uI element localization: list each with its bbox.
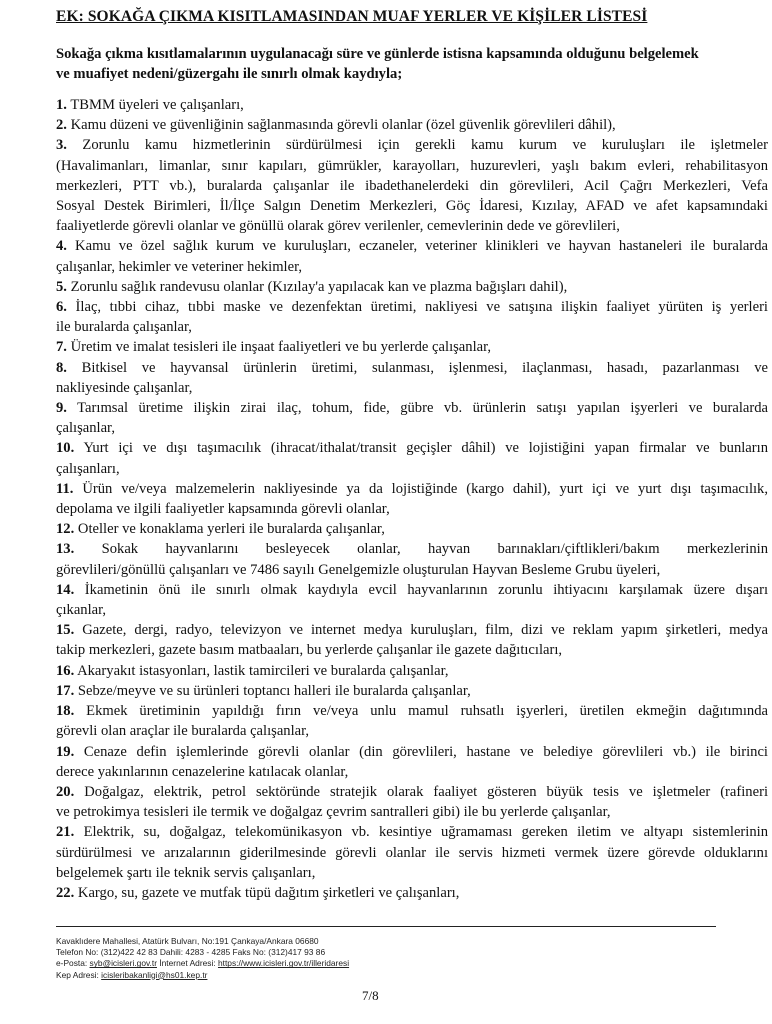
list-item-line — [56, 398, 768, 418]
list-item-number: 5. — [56, 278, 67, 295]
list-item — [56, 822, 768, 883]
list-item-text: Cenaze defin işlemlerinde görevli olanlar (din görevlileri, hastane ve belediye görevlileri vb.) ile birinci — [83, 743, 768, 760]
list-item-number: 10. — [56, 440, 75, 457]
email-link[interactable]: syb@icisleri.gov.tr — [89, 958, 157, 969]
list-item-text: Oteller ve konaklama yerleri ile buralarda çalışanlar, — [77, 521, 385, 538]
list-item-number: 8. — [56, 359, 67, 376]
list-item-text: Üretim ve imalat tesisleri ile inşaat faaliyetleri ve bu yerlerde çalışanlar, — [70, 339, 492, 356]
list-item-text: Sokak hayvanlarını besleyecek olanlar, hayvan barınakları/çiftlikleri/bakım merkezlerinin — [101, 541, 768, 558]
list-item-line — [56, 236, 768, 256]
list-item-text: Gazete, dergi, radyo, televizyon ve internet medya kuruluşları, film, dizi ve reklam yapım şirketleri, medya — [82, 622, 769, 639]
list-item-text: Ürün ve/veya malzemelerin nakliyesinde ya da lojistiğinde (kargo dahil), yurt içi ve yurt dışı taşımacılık, — [82, 480, 769, 497]
list-item-line — [56, 297, 768, 317]
list-item-text: (Havalimanları, limanlar, sınır kapıları, gümrükler, karayolları, huzurevleri, yaşlı bakım evleri, rehabilitasyon — [56, 157, 768, 174]
list-item-text: Ekmek üretiminin yapıldığı fırın ve/veya unlu mamul ruhsatlı işyerleri, üretilen ekmeğin dağıtımında — [86, 703, 768, 720]
list-item-line — [56, 95, 768, 115]
list-item-line — [56, 661, 768, 681]
list-item-line — [56, 257, 768, 277]
list-item-line — [56, 277, 768, 297]
page-number: 7/8 — [362, 988, 379, 1003]
list-item-text: belgelemek şartı ile teknik servis çalışanları, — [56, 864, 316, 881]
list-item-line — [56, 156, 768, 176]
list-item-line — [56, 176, 768, 196]
email-label: e-Posta: — [56, 958, 90, 969]
list-item-line — [56, 539, 768, 559]
kep-label: Kep Adresi: — [56, 969, 102, 980]
list-item-text: Doğalgaz, elektrik, petrol sektöründe stratejik olarak faaliyet gösteren büyük tesis ve işletmeler (rafineri — [84, 783, 768, 800]
list-item-number: 11. — [56, 480, 74, 497]
web-link[interactable]: https://www.icisleri.gov.tr/illeridaresi — [217, 958, 350, 969]
list-item-line — [56, 479, 768, 499]
list-item — [56, 883, 768, 903]
list-item-text: merkezleri, PTT vb.), buralarda çalışanlar ile ibadethanelerdeki din görevlileri, Acil Çağrı Merkezleri, Vefa — [56, 177, 768, 194]
list-item-line — [56, 438, 768, 458]
list-item-line — [56, 418, 768, 438]
list-item-number: 15. — [56, 622, 75, 639]
list-item-text: Zorunlu kamu hizmetlerinin sürdürülmesi için gerekli kamu kurum ve kuruluşları ile işletmeler — [82, 137, 768, 154]
list-item-text: sürdürülmesi ve arızalarının giderilmesinde görevli olanlar ile servis hizmeti vermek üzere görevde olduklarını — [56, 844, 768, 861]
list-item-text: derece yakınlarının cenazelerine katılacak olanlar, — [56, 763, 349, 780]
list-item-text: Elektrik, su, doğalgaz, telekomünikasyon vb. kesintiye uğramaması gereken iletim ve altyapı sistemlerinin — [83, 824, 768, 841]
list-item-text: Akaryakıt istasyonları, lastik tamircileri ve buralarda çalışanlar, — [77, 662, 449, 679]
list-item — [56, 398, 768, 438]
list-item-line — [56, 378, 768, 398]
list-item-line — [56, 802, 768, 822]
list-item-line — [56, 721, 768, 741]
list-item-line — [56, 883, 768, 903]
list-item-line — [56, 358, 768, 378]
list-item-text: İkametinin önü ile sınırlı olmak kaydıyla evcil hayvanlarının zorunlu ihtiyacını karşılamak üzere dışarı — [84, 581, 768, 598]
list-item-text: çalışanları, — [56, 460, 120, 477]
list-item-text: takip merkezleri, gazete basım matbaaları, bu yerlerde çalışanlar ile gazete dağıtıcıları, — [56, 642, 563, 659]
list-item-number: 20. — [56, 783, 75, 800]
list-item-text: Yurt içi ve dışı taşımacılık (ihracat/ithalat/transit geçişler dâhil) ve lojistiğini yapan firmalar ve bunların — [83, 440, 768, 457]
list-item-text: Tarımsal üretime ilişkin zirai ilaç, tohum, fide, gübre vb. ürünlerin satışı yapılan işyerleri ve buralarda — [77, 400, 769, 417]
list-item-text: görevlileri/gönüllü çalışanları ve 7486 sayılı Genelgemizle oluşturulan Hayvan Besleme Grubu üyeleri, — [56, 561, 661, 578]
list-item-number: 21. — [56, 824, 75, 841]
list-item-line — [56, 196, 768, 216]
list-item-line — [56, 519, 768, 539]
list-item-line — [56, 742, 768, 762]
list-item-text: çalışanlar, — [56, 420, 115, 437]
list-item-text: çalışanlar, hekimler ve veteriner hekimler, — [56, 258, 302, 275]
list-item-text: ile buralarda çalışanlar, — [56, 319, 192, 336]
list-item-number: 17. — [56, 682, 75, 699]
list-item — [56, 95, 768, 115]
list-item-number: 3. — [56, 137, 67, 154]
footer-divider — [56, 926, 716, 927]
list-item — [56, 135, 768, 236]
list-item-line — [56, 115, 768, 135]
list-item-number: 19. — [56, 743, 75, 760]
list-item-text: faaliyetlerde görevli olanlar ve gönüllü olarak görev verilenler, cemevlerinin dede ve görevlileri, — [56, 218, 620, 235]
kep-link[interactable]: icisleribakanligi@hs01.kep.tr — [101, 969, 208, 980]
list-item-line — [56, 459, 768, 479]
footer-email-web — [56, 958, 349, 969]
list-item — [56, 681, 768, 701]
list-item-line — [56, 701, 768, 721]
footer-phone: Telefon No: (312)422 42 83 Dahili: 4283 - 4285 Faks No: (312)417 93 86 — [56, 947, 326, 958]
list-item-text: Zorunlu sağlık randevusu olanlar (Kızılay'a yapılacak kan ve plazma bağışları dahil), — [70, 278, 568, 295]
list-item-line — [56, 640, 768, 660]
list-item — [56, 701, 768, 741]
list-item-line — [56, 822, 768, 842]
list-item — [56, 620, 768, 660]
list-item — [56, 358, 768, 398]
list-item-text: Bitkisel ve hayvansal ürünlerin üretimi, sulanması, işlenmesi, ilaçlanması, hasadı, pazarlanması ve — [81, 359, 769, 376]
intro-paragraph — [56, 44, 756, 84]
web-label: İnternet Adresi: — [156, 958, 218, 969]
list-item-line — [56, 863, 768, 883]
document-title: EK: SOKAĞA ÇIKMA KISITLAMASINDAN MUAF YERLER VE KİŞİLER LİSTESİ — [56, 8, 648, 25]
list-item-line — [56, 317, 768, 337]
list-item — [56, 782, 768, 822]
list-item-line — [56, 216, 768, 236]
list-item-line — [56, 843, 768, 863]
list-item-line — [56, 337, 768, 357]
list-item-text: çıkanlar, — [56, 602, 107, 619]
footer-contact — [56, 936, 349, 981]
list-item-number: 6. — [56, 299, 67, 316]
list-item-text: Sosyal Destek Birimleri, İl/İlçe Salgın Denetim Merkezleri, Göç İdaresi, Kızılay, AFAD ve afet kapsamındaki — [56, 198, 768, 215]
list-item — [56, 297, 768, 337]
list-item-number: 14. — [56, 581, 75, 598]
list-item-line — [56, 135, 768, 155]
footer-kep — [56, 970, 349, 981]
list-item-text: İlaç, tıbbi cihaz, tıbbi maske ve dezenfektan üretimi, nakliyesi ve satışına ilişkin faaliyet yürüten iş yerleri — [75, 299, 768, 316]
list-item-text: ve petrokimya tesisleri ile termik ve doğalgaz çevrim santralleri gibi) ile bu yerlerde çalışanlar, — [56, 804, 611, 821]
list-item — [56, 479, 768, 519]
list-item — [56, 742, 768, 782]
list-item-line — [56, 600, 768, 620]
list-item-number: 16. — [56, 662, 75, 679]
list-item — [56, 580, 768, 620]
list-item-number: 22. — [56, 884, 75, 901]
list-item — [56, 337, 768, 357]
exemption-list — [56, 95, 768, 903]
intro-line: ve muafiyet nedeni/güzergahı ile sınırlı olmak kaydıyla; — [56, 66, 403, 82]
list-item-line — [56, 560, 768, 580]
list-item-number: 18. — [56, 703, 75, 720]
list-item-text: Sebze/meyve ve su ürünleri toptancı halleri ile buralarda çalışanlar, — [77, 682, 471, 699]
list-item — [56, 438, 768, 478]
list-item-text: TBMM üyeleri ve çalışanları, — [70, 97, 244, 113]
list-item-number: 12. — [56, 521, 75, 538]
list-item — [56, 236, 768, 276]
list-item-number: 13. — [56, 541, 75, 558]
list-item-number: 7. — [56, 339, 67, 356]
list-item-line — [56, 620, 768, 640]
list-item — [56, 539, 768, 579]
intro-line: Sokağa çıkma kısıtlamalarının uygulanacağı süre ve günlerde istisna kapsamında olduğunu belgelemek — [56, 46, 699, 62]
list-item-text: Kamu ve özel sağlık kurum ve kuruluşları, eczaneler, veteriner klinikleri ve hayvan hastaneleri ile buralarda — [75, 238, 768, 255]
list-item-line — [56, 499, 768, 519]
list-item-line — [56, 762, 768, 782]
list-item-line — [56, 782, 768, 802]
footer-address: Kavaklıdere Mahallesi, Atatürk Bulvarı, No:191 Çankaya/Ankara 06680 — [56, 936, 319, 946]
list-item-text: Kamu düzeni ve güvenliğinin sağlanmasında görevli olanlar (özel güvenlik görevlileri dâhil), — [70, 117, 616, 134]
list-item-text: görevli olan araçlar ile buralarda çalışanlar, — [56, 723, 310, 740]
list-item-line — [56, 580, 768, 600]
list-item — [56, 115, 768, 135]
list-item-line — [56, 681, 768, 701]
list-item-text: Kargo, su, gazete ve mutfak tüpü dağıtım şirketleri ve çalışanları, — [77, 884, 460, 901]
list-item-text: nakliyesinde çalışanlar, — [56, 379, 193, 396]
list-item-number: 1. — [56, 97, 67, 113]
list-item — [56, 277, 768, 297]
list-item — [56, 661, 768, 681]
list-item-number: 4. — [56, 238, 67, 255]
list-item-number: 2. — [56, 117, 67, 134]
list-item-text: depolama ve ilgili faaliyetler kapsamında görevli olanlar, — [56, 501, 390, 518]
list-item-number: 9. — [56, 400, 67, 417]
list-item — [56, 519, 768, 539]
